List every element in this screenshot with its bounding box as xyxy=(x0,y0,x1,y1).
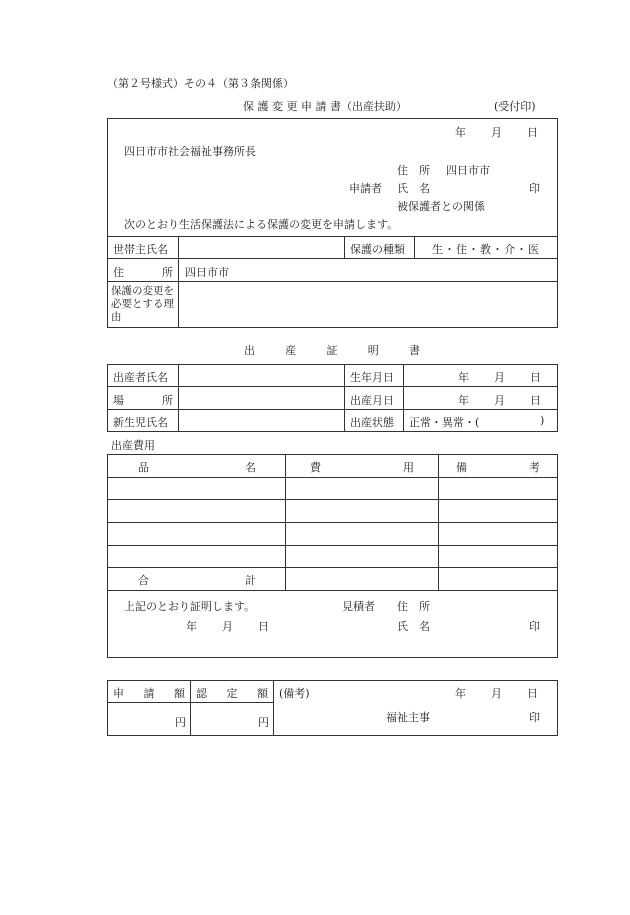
birth-status-close: ) xyxy=(540,414,545,427)
birthdate-day: 日 xyxy=(530,371,541,384)
place-label: 場 所 xyxy=(113,394,173,407)
divider xyxy=(107,567,558,568)
certificate-table xyxy=(107,364,558,432)
certificate-title: 出 産 証 明 書 xyxy=(244,344,420,357)
divider xyxy=(107,409,558,410)
birth-status-options: 正常・異常・( xyxy=(409,416,480,429)
birth-date-month: 月 xyxy=(494,394,505,407)
divider xyxy=(344,364,345,432)
caseworker-label: 福祉主事 xyxy=(386,711,430,724)
divider xyxy=(438,454,439,590)
requested-yen: 円 xyxy=(175,716,186,729)
address-label: 住 所 xyxy=(397,164,430,177)
form-title: 保 護 変 更 申 請 書（出産扶助） xyxy=(243,100,407,113)
approved-amount-label: 認 定 額 xyxy=(196,687,268,700)
certify-statement: 上記のとおり証明します。 xyxy=(124,600,256,613)
costs-section-label: 出産費用 xyxy=(111,439,155,452)
divider xyxy=(178,364,179,432)
divider xyxy=(285,454,286,590)
divider xyxy=(414,236,415,258)
divider xyxy=(107,590,558,591)
approved-yen: 円 xyxy=(258,716,269,729)
divider xyxy=(403,364,404,432)
addressee: 四日市市社会福祉事務所長 xyxy=(124,145,256,158)
divider xyxy=(190,680,191,736)
estimator-name-label: 氏 名 xyxy=(397,620,430,633)
divider xyxy=(107,477,558,478)
birthdate-year: 年 xyxy=(458,371,469,384)
estimator-address-label: 住 所 xyxy=(397,600,430,613)
col-header-item: 品 名 xyxy=(138,461,256,474)
estimator-label: 見積者 xyxy=(342,600,375,613)
divider xyxy=(107,258,558,259)
divider xyxy=(107,499,558,500)
divider xyxy=(107,236,558,237)
application-date: 年 月 日 xyxy=(455,126,539,139)
newborn-name-label: 新生児氏名 xyxy=(113,416,168,429)
caseworker-seal: 印 xyxy=(529,711,540,724)
reception-stamp-label: (受付印) xyxy=(494,100,536,113)
protection-type-label: 保護の種類 xyxy=(350,243,405,256)
total-label: 合 計 xyxy=(138,574,256,587)
birthdate-month: 月 xyxy=(494,371,505,384)
col-header-cost: 費 用 xyxy=(310,461,414,474)
household-head-label: 世帯主氏名 xyxy=(113,243,168,256)
form-number: （第２号様式）その４（第３条関係） xyxy=(107,77,294,90)
divider xyxy=(344,236,345,258)
divider xyxy=(178,236,179,328)
estimator-seal: 印 xyxy=(529,620,540,633)
address-row-label: 住 所 xyxy=(113,266,173,279)
name-label: 氏 名 xyxy=(397,182,430,195)
divider xyxy=(107,281,558,282)
application-statement: 次のとおり生活保護法による保護の変更を申請します。 xyxy=(124,218,399,231)
col-header-notes: 備 考 xyxy=(456,461,540,474)
notes-label: (備考) xyxy=(279,687,310,700)
relation-label: 被保護者との関係 xyxy=(397,200,485,213)
birthdate-label: 生年月日 xyxy=(350,371,394,384)
birth-status-label: 出産状態 xyxy=(350,416,394,429)
address-value: 四日市市 xyxy=(446,164,490,177)
seal-mark: 印 xyxy=(529,182,540,195)
divider xyxy=(107,522,558,523)
address-row-value: 四日市市 xyxy=(185,266,229,279)
applicant-label: 申請者 xyxy=(349,182,382,195)
approval-date: 年 月 日 xyxy=(455,687,539,700)
costs-table xyxy=(107,454,558,658)
protection-types: 生・住・教・介・医 xyxy=(432,243,540,256)
divider xyxy=(273,680,274,736)
divider xyxy=(107,386,558,387)
birth-date-day: 日 xyxy=(530,394,541,407)
requested-amount-label: 申 請 額 xyxy=(113,687,185,700)
certify-date: 年 月 日 xyxy=(186,620,270,633)
divider xyxy=(107,545,558,546)
mother-name-label: 出産者氏名 xyxy=(113,371,168,384)
birth-date-label: 出産月日 xyxy=(350,394,394,407)
birth-date-year: 年 xyxy=(458,394,469,407)
change-reason-label: 保護の変更を必要とする理由 xyxy=(111,285,174,323)
